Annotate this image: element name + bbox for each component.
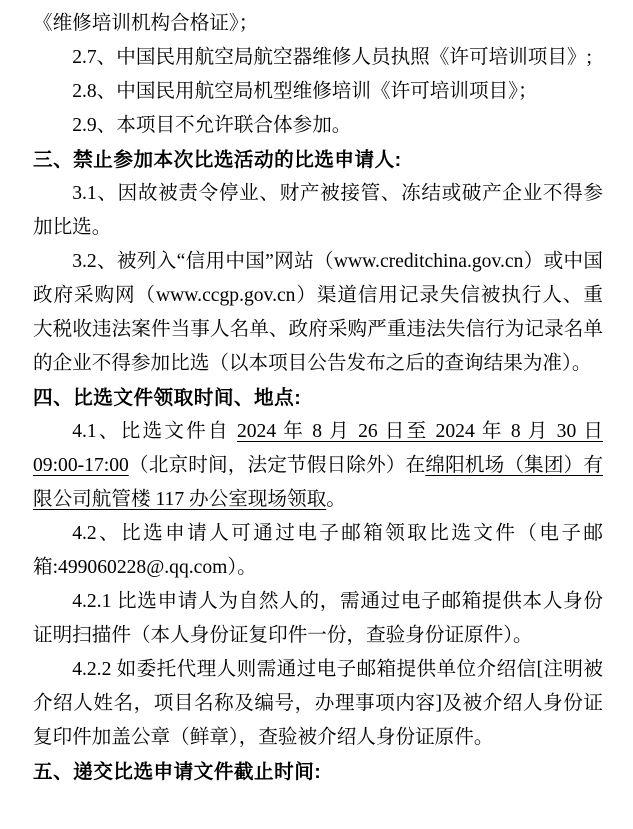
text-run: 四、比选文件领取时间、地点: <box>33 387 302 409</box>
section-heading <box>33 381 603 415</box>
section-heading <box>33 143 603 177</box>
text-run: （北京时间，法定节假日除外）在 <box>128 455 426 476</box>
text-run: 2.8、中国民用航空局机型维修培训《许可培训项目》； <box>72 81 538 102</box>
paragraph <box>33 75 603 109</box>
paragraph <box>33 585 603 653</box>
section-heading <box>33 755 603 789</box>
paragraph <box>33 415 603 517</box>
paragraph <box>33 245 603 381</box>
paragraph <box>33 109 603 143</box>
text-run: 。 <box>326 489 346 510</box>
text-run: 3.1、因故被责令停业、财产被接管、冻结或破产企业不得参加比选。 <box>33 183 603 238</box>
text-run: 4.2.1 比选申请人为自然人的，需通过电子邮箱提供本人身份证明扫描件（本人身份证复印件一份，查验身份证原件）。 <box>33 591 603 646</box>
text-run: 3.2、被列入“信用中国”网站（www.creditchina.gov.cn）或中国政府采购网（www.ccgp.gov.cn）渠道信用记录失信被执行人、重大税收违法案件当事人名单、政府采购严重违法失信行为记录名单的企业不得参加比选（以本项目公告发布之后的查询结果为准）。 <box>33 251 603 374</box>
paragraph <box>33 41 603 75</box>
text-run: 2.9、本项目不允许联合体参加。 <box>72 115 352 136</box>
underlined-text: 2024 年 8 月 26 日至 2024 年 8 月 30 日 09:00-17:00 <box>33 421 603 476</box>
text-run: 2.7、中国民用航空局航空器维修人员执照《许可培训项目》; <box>72 47 592 68</box>
document-body <box>33 7 603 789</box>
paragraph <box>33 517 603 585</box>
text-run: 4.2、比选申请人可通过电子邮箱领取比选文件（电子邮箱:499060228@.qq.com）。 <box>33 523 603 578</box>
paragraph <box>33 7 603 41</box>
paragraph <box>33 653 603 755</box>
paragraph <box>33 177 603 245</box>
text-run: 4.2.2 如委托代理人则需通过电子邮箱提供单位介绍信[注明被介绍人姓名，项目名称及编号，办理事项内容]及被介绍人身份证复印件加盖公章（鲜章），查验被介绍人身份证原件。 <box>33 659 603 748</box>
underlined-text: 绵阳机场（集团）有限公司航管楼 117 办公室现场领取 <box>33 455 604 510</box>
text-run: 五、递交比选申请文件截止时间: <box>33 761 322 783</box>
text-run: 《维修培训机构合格证》； <box>33 13 259 34</box>
text-run: 三、禁止参加本次比选活动的比选申请人: <box>33 149 402 171</box>
text-run: 4.1、比选文件自 <box>72 421 237 442</box>
